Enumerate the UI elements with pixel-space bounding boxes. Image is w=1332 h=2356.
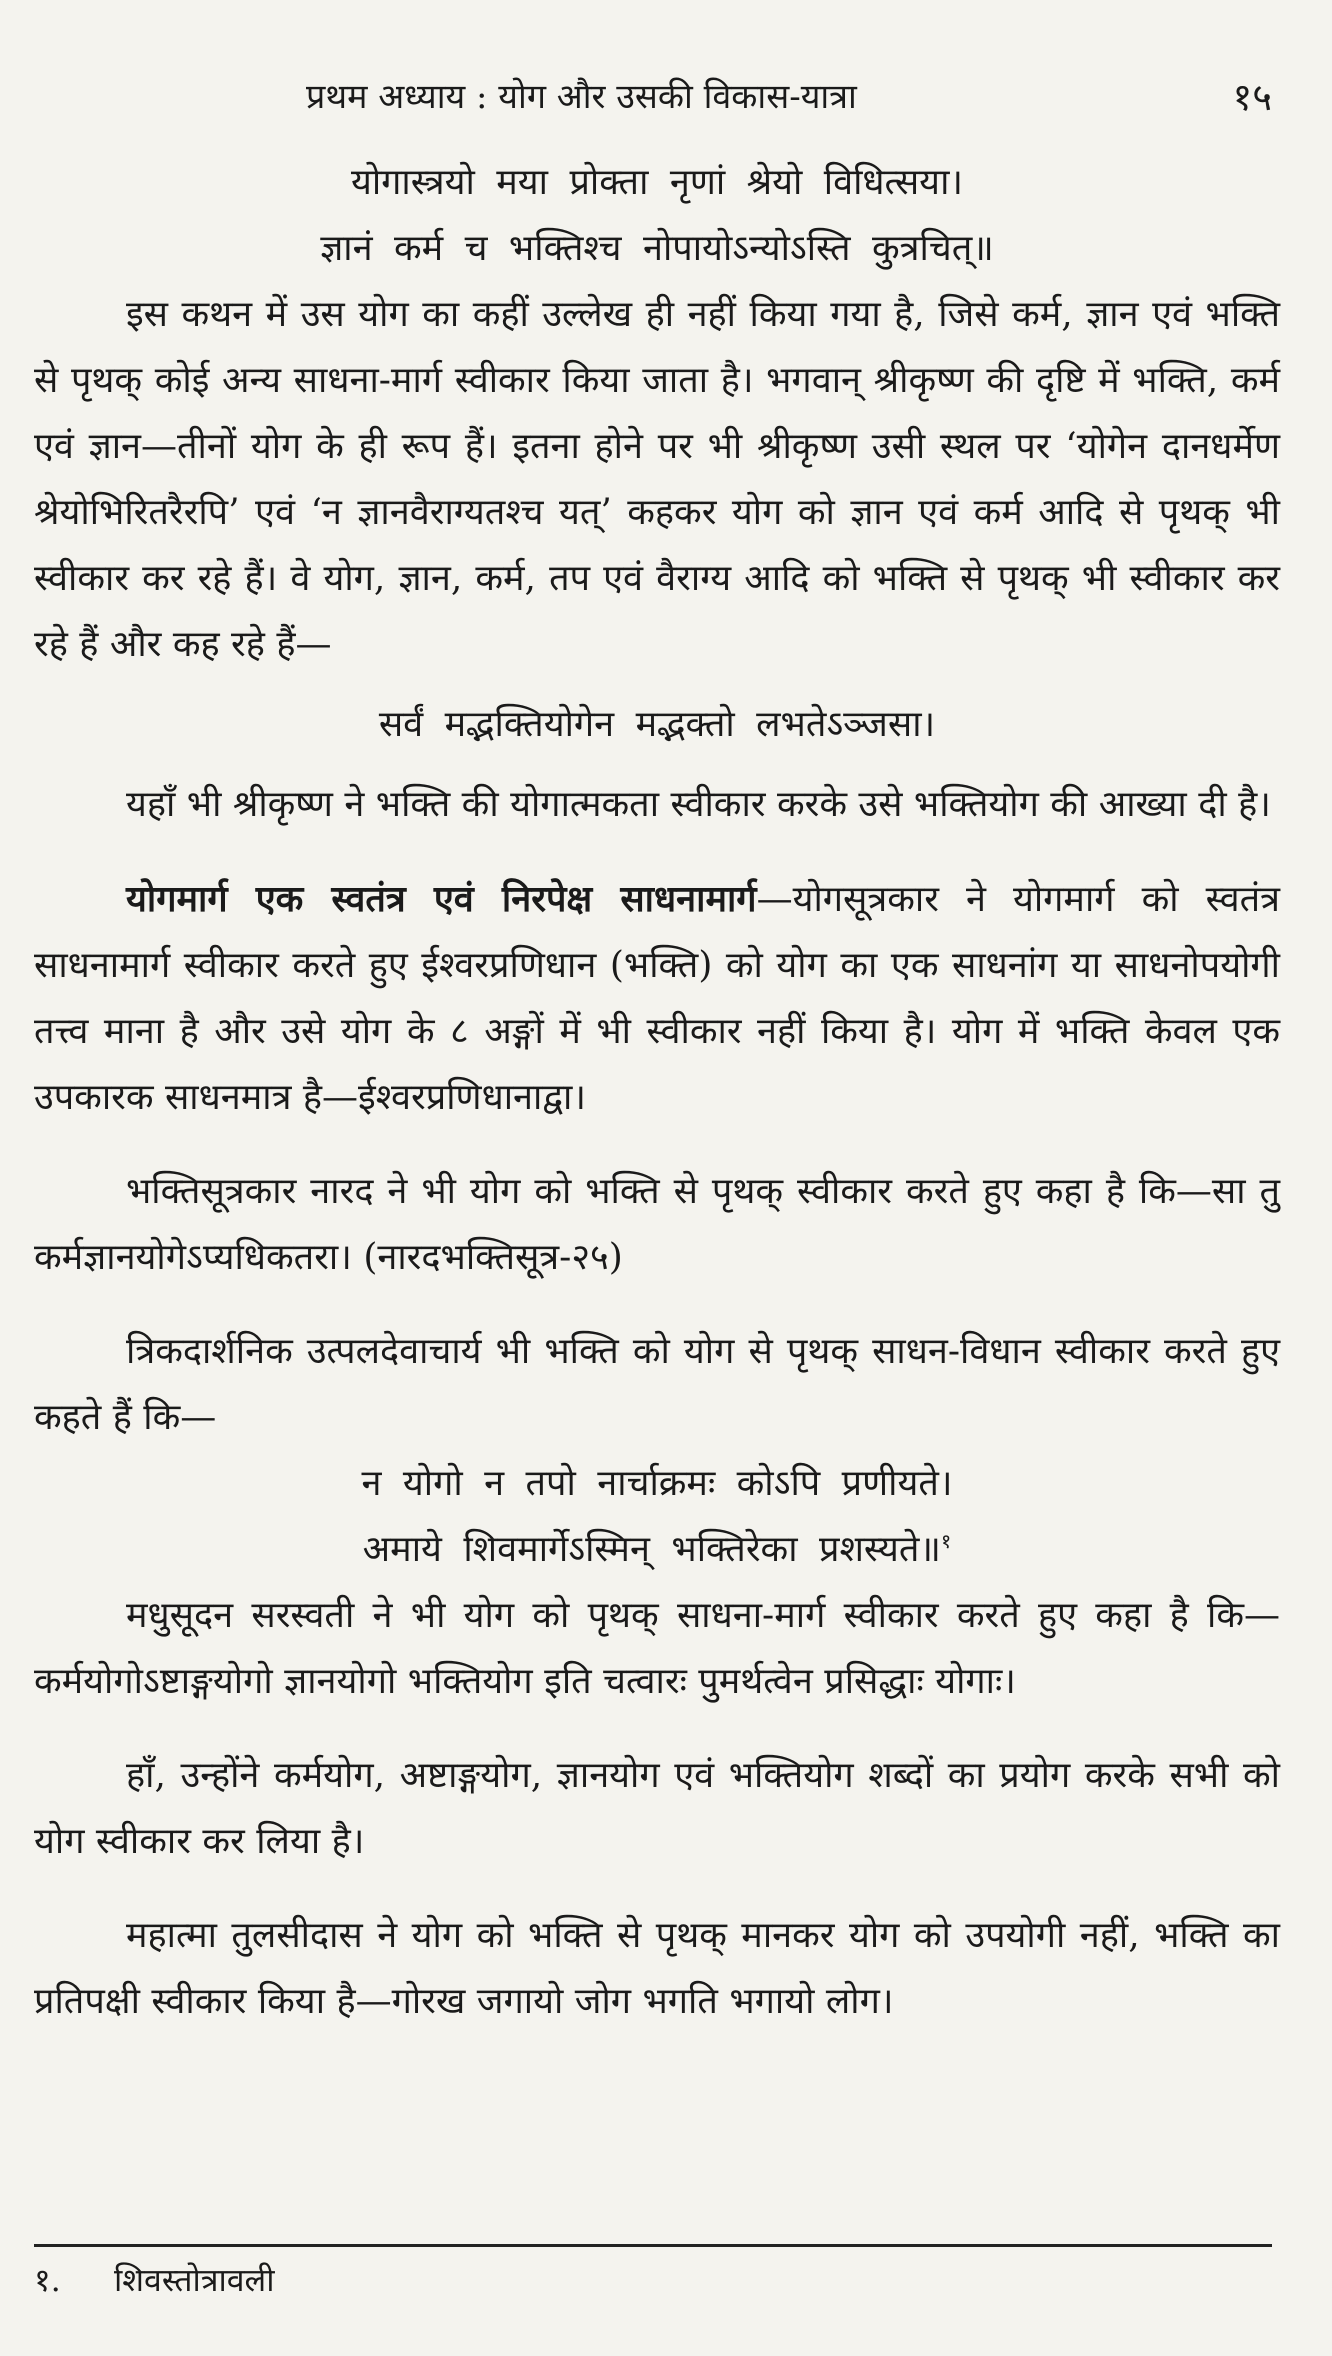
paragraph: मधुसूदन सरस्वती ने भी योग को पृथक् साधना-मार्ग स्वीकार करते हुए कहा है कि—कर्मयोगोऽष्टाङ्गयोगो ज्ञानयोगो भक्तियोग इति चत्वारः पुमर्थत्वेन प्रसिद्धाः योगाः। [34,1595,1280,1702]
verse-line: ज्ञानं कर्म च भक्तिश्च नोपायोऽन्योऽस्ति कुत्रचित्॥ [320,228,994,269]
section-text: —योगसूत्रकार ने योगमार्ग को स्वतंत्र साधनामार्ग स्वीकार करते हुए ईश्वरप्रणिधान (भक्ति) को योग का एक साधनांग या साधनोपयोगी तत्त्व माना है और उसे योग के ८ अङ्गों में भी स्वीकार नहीं किया है। योग में भक्ति केवल एक उपकारक साधनमात्र है—ईश्वरप्रणिधानाद्वा। [34,879,1280,1118]
footnote-divider [34,2244,1272,2247]
verse-block [34,150,1280,282]
verse-block [34,692,1280,758]
paragraph: महात्मा तुलसीदास ने योग को भक्ति से पृथक् मानकर योग को उपयोगी नहीं, भक्ति का प्रतिपक्षी स्वीकार किया है—गोरख जगायो जोग भगति भगायो लोग। [34,1915,1280,2022]
running-header [34,60,1280,130]
page-number: १५ [1232,75,1272,119]
paragraph: भक्तिसूत्रकार नारद ने भी योग को भक्ति से पृथक् स्वीकार करते हुए कहा है कि—सा तु कर्मज्ञानयोगेऽप्यधिकतरा। (नारदभक्तिसूत्र-२५) [34,1171,1280,1278]
paragraph: हाँ, उन्होंने कर्मयोग, अष्टाङ्गयोग, ज्ञानयोग एवं भक्तियोग शब्दों का प्रयोग करके सभी को योग स्वीकार कर लिया है। [34,1755,1280,1862]
verse-line [34,1517,1280,1583]
footnote-text: शिवस्तोत्रावली [114,2261,275,2299]
chapter-title: प्रथम अध्याय : योग और उसकी विकास-यात्रा [306,77,857,117]
verse-line: न योगो न तपो नार्चाक्रमः कोऽपि प्रणीयते। [361,1463,953,1504]
footnote-number: १. [34,2261,61,2299]
paragraph: यहाँ भी श्रीकृष्ण ने भक्ति की योगात्मकता स्वीकार करके उसे भक्तियोग की आख्या दी है। [126,784,1271,825]
verse-line-text: अमाये शिवमार्गेऽस्मिन् भक्तिरेका प्रशस्यते॥ [362,1529,941,1570]
verse-line: योगास्त्रयो मया प्रोक्ता नृणां श्रेयो विधित्सया। [350,162,964,203]
section-paragraph [34,866,1280,1131]
paragraph: इस कथन में उस योग का कहीं उल्लेख ही नहीं किया गया है, जिसे कर्म, ज्ञान एवं भक्ति से पृथक् कोई अन्य साधना-मार्ग स्वीकार किया जाता है। भगवान् श्रीकृष्ण की दृष्टि में भक्ति, कर्म एवं ज्ञान—तीनों योग के ही रूप हैं। इतना होने पर भी श्रीकृष्ण उसी स्थल पर ‘योगेन दानधर्मेण श्रेयोभिरितरैरपि’ एवं ‘न ज्ञानवैराग्यतश्च यत्’ कहकर योग को ज्ञान एवं कर्म आदि से पृथक् भी स्वीकार कर रहे हैं। वे योग, ज्ञान, कर्म, तप एवं वैराग्य आदि को भक्ति से पृथक् भी स्वीकार कर रहे हैं और कह रहे हैं— [34,294,1280,665]
verse-line: सर्वं मद्भक्तियोगेन मद्भक्तो लभतेऽञ्जसा। [378,704,936,745]
paragraph: त्रिकदार्शनिक उत्पलदेवाचार्य भी भक्ति को योग से पृथक् साधन-विधान स्वीकार करते हुए कहते हैं कि— [34,1331,1280,1438]
verse-block [34,1451,1280,1583]
section-heading: योगमार्ग एक स्वतंत्र एवं निरपेक्ष साधनामार्ग [126,878,757,920]
page-body [34,150,1280,2035]
footnote-reference: १ [940,1529,952,1553]
footnote [34,2258,275,2301]
